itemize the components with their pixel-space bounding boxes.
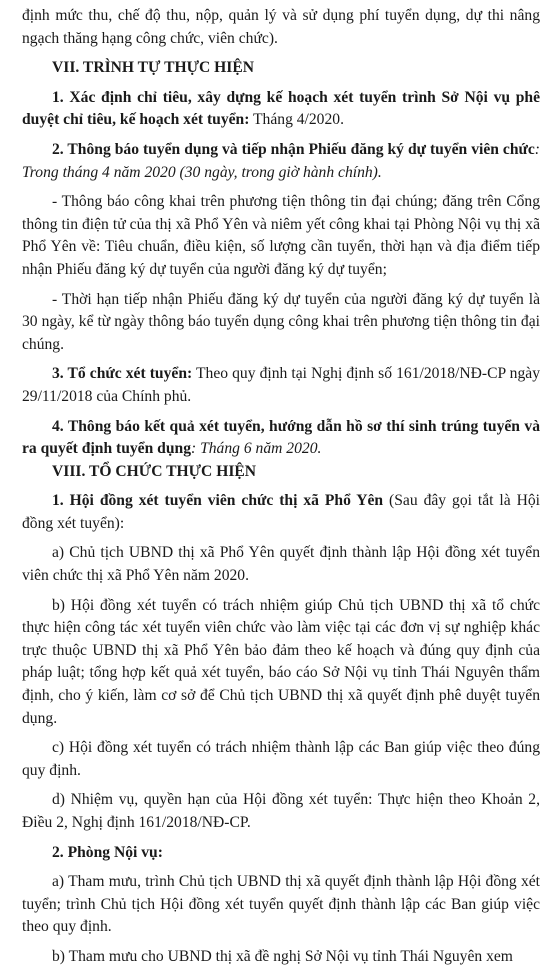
item-text: : Trong tháng 4 năm 2020 (30 ngày, trong giờ hành chính).: [22, 140, 540, 181]
item-title: 4. Thông báo kết quả xét tuyển, hướng dẫn hồ sơ thí sinh trúng tuyển và ra quyết định tuyển dụng: [22, 417, 540, 458]
section8-item1-c: c) Hội đồng xét tuyển có trách nhiệm thành lập các Ban giúp việc theo đúng quy định.: [22, 739, 540, 779]
item-text: : Tháng 6 năm 2020.: [191, 440, 322, 458]
section8-item2-heading: 2. Phòng Nội vụ:: [52, 843, 163, 861]
section-heading-vii: VII. TRÌNH TỰ THỰC HIỆN: [52, 59, 255, 77]
item-text: Theo quy định tại Nghị định số 161/2018/NĐ-CP ngày 29/11/2018 của Chính phủ.: [22, 365, 540, 405]
item-title: 1. Xác định chỉ tiêu, xây dựng kế hoạch xét tuyển trình Sở Nội vụ phê duyệt chỉ tiêu, kế hoạch xét tuyển:: [22, 88, 540, 129]
section7-item1: [22, 87, 540, 132]
item-title: 3. Tổ chức xét tuyển:: [52, 365, 193, 383]
section7-item4: [22, 416, 540, 461]
section7-item2-bullet1: - Thông báo công khai trên phương tiện thông tin đại chúng; đăng trên Cổng thông tin điện tử của thị xã Phổ Yên và niêm yết công khai tại Phòng Nội vụ thị xã Phổ Yên về: Tiêu chuẩn, điều kiện, số lượng cần tuyển, thời hạn và địa điểm tiếp nhận Phiếu đăng ký dự tuyển của người đăng ký dự tuyển;: [22, 193, 540, 278]
section7-item2: [22, 139, 540, 184]
item-text: (Sau đây gọi tắt là Hội đồng xét tuyển):: [22, 492, 540, 532]
section7-item3: [22, 363, 540, 408]
section8-item2-b: b) Tham mưu cho UBND thị xã đề nghị Sở Nội vụ tỉnh Thái Nguyên xem: [52, 947, 513, 965]
section8-item1-b: b) Hội đồng xét tuyển có trách nhiệm giúp Chủ tịch UBND thị xã tổ chức thực hiện công tác xét tuyển viên chức vào làm việc tại các đơn vị sự nghiệp khác trực thuộc UBND thị xã Phổ Yên bảo đảm theo kế hoạch và đúng quy định của pháp luật; tổng hợp kết quả xét tuyển, báo cáo Sở Nội vụ tỉnh Thái Nguyên thẩm định, cho ý kiến, làm cơ sở để Chủ tịch UBND thị xã quyết định phê duyệt tuyển dụng.: [22, 596, 540, 727]
item-text: Tháng 4/2020.: [249, 111, 344, 129]
section8-item1-d: d) Nhiệm vụ, quyền hạn của Hội đồng xét tuyển: Thực hiện theo Khoản 2, Điều 2, Nghị định 161/2018/NĐ-CP.: [22, 791, 540, 831]
section8-item1: [22, 490, 540, 535]
section8-item2-a: a) Tham mưu, trình Chủ tịch UBND thị xã quyết định thành lập Hội đồng xét tuyển; trình Chủ tịch Hội đồng xét tuyển quyết định thành lập các Ban giúp việc theo quy định.: [22, 873, 540, 936]
intro-paragraph: định mức thu, chế độ thu, nộp, quản lý và sử dụng phí tuyển dụng, dự thi nâng ngạch thăng hạng công chức, viên chức).: [22, 7, 540, 47]
item-title: 1. Hội đồng xét tuyển viên chức thị xã Phổ Yên: [52, 492, 384, 510]
item-title: 2. Thông báo tuyển dụng và tiếp nhận Phiếu đăng ký dự tuyển viên chức: [52, 140, 535, 158]
section-heading-viii: VIII. TỔ CHỨC THỰC HIỆN: [52, 462, 257, 480]
section7-item2-bullet2: - Thời hạn tiếp nhận Phiếu đăng ký dự tuyển của người đăng ký dự tuyển là 30 ngày, kể từ ngày thông báo tuyển dụng công khai trên phương tiện thông tin đại chúng.: [22, 290, 540, 353]
section8-item1-a: a) Chủ tịch UBND thị xã Phổ Yên quyết định thành lập Hội đồng xét tuyển viên chức thị xã Phổ Yên năm 2020.: [22, 544, 540, 585]
